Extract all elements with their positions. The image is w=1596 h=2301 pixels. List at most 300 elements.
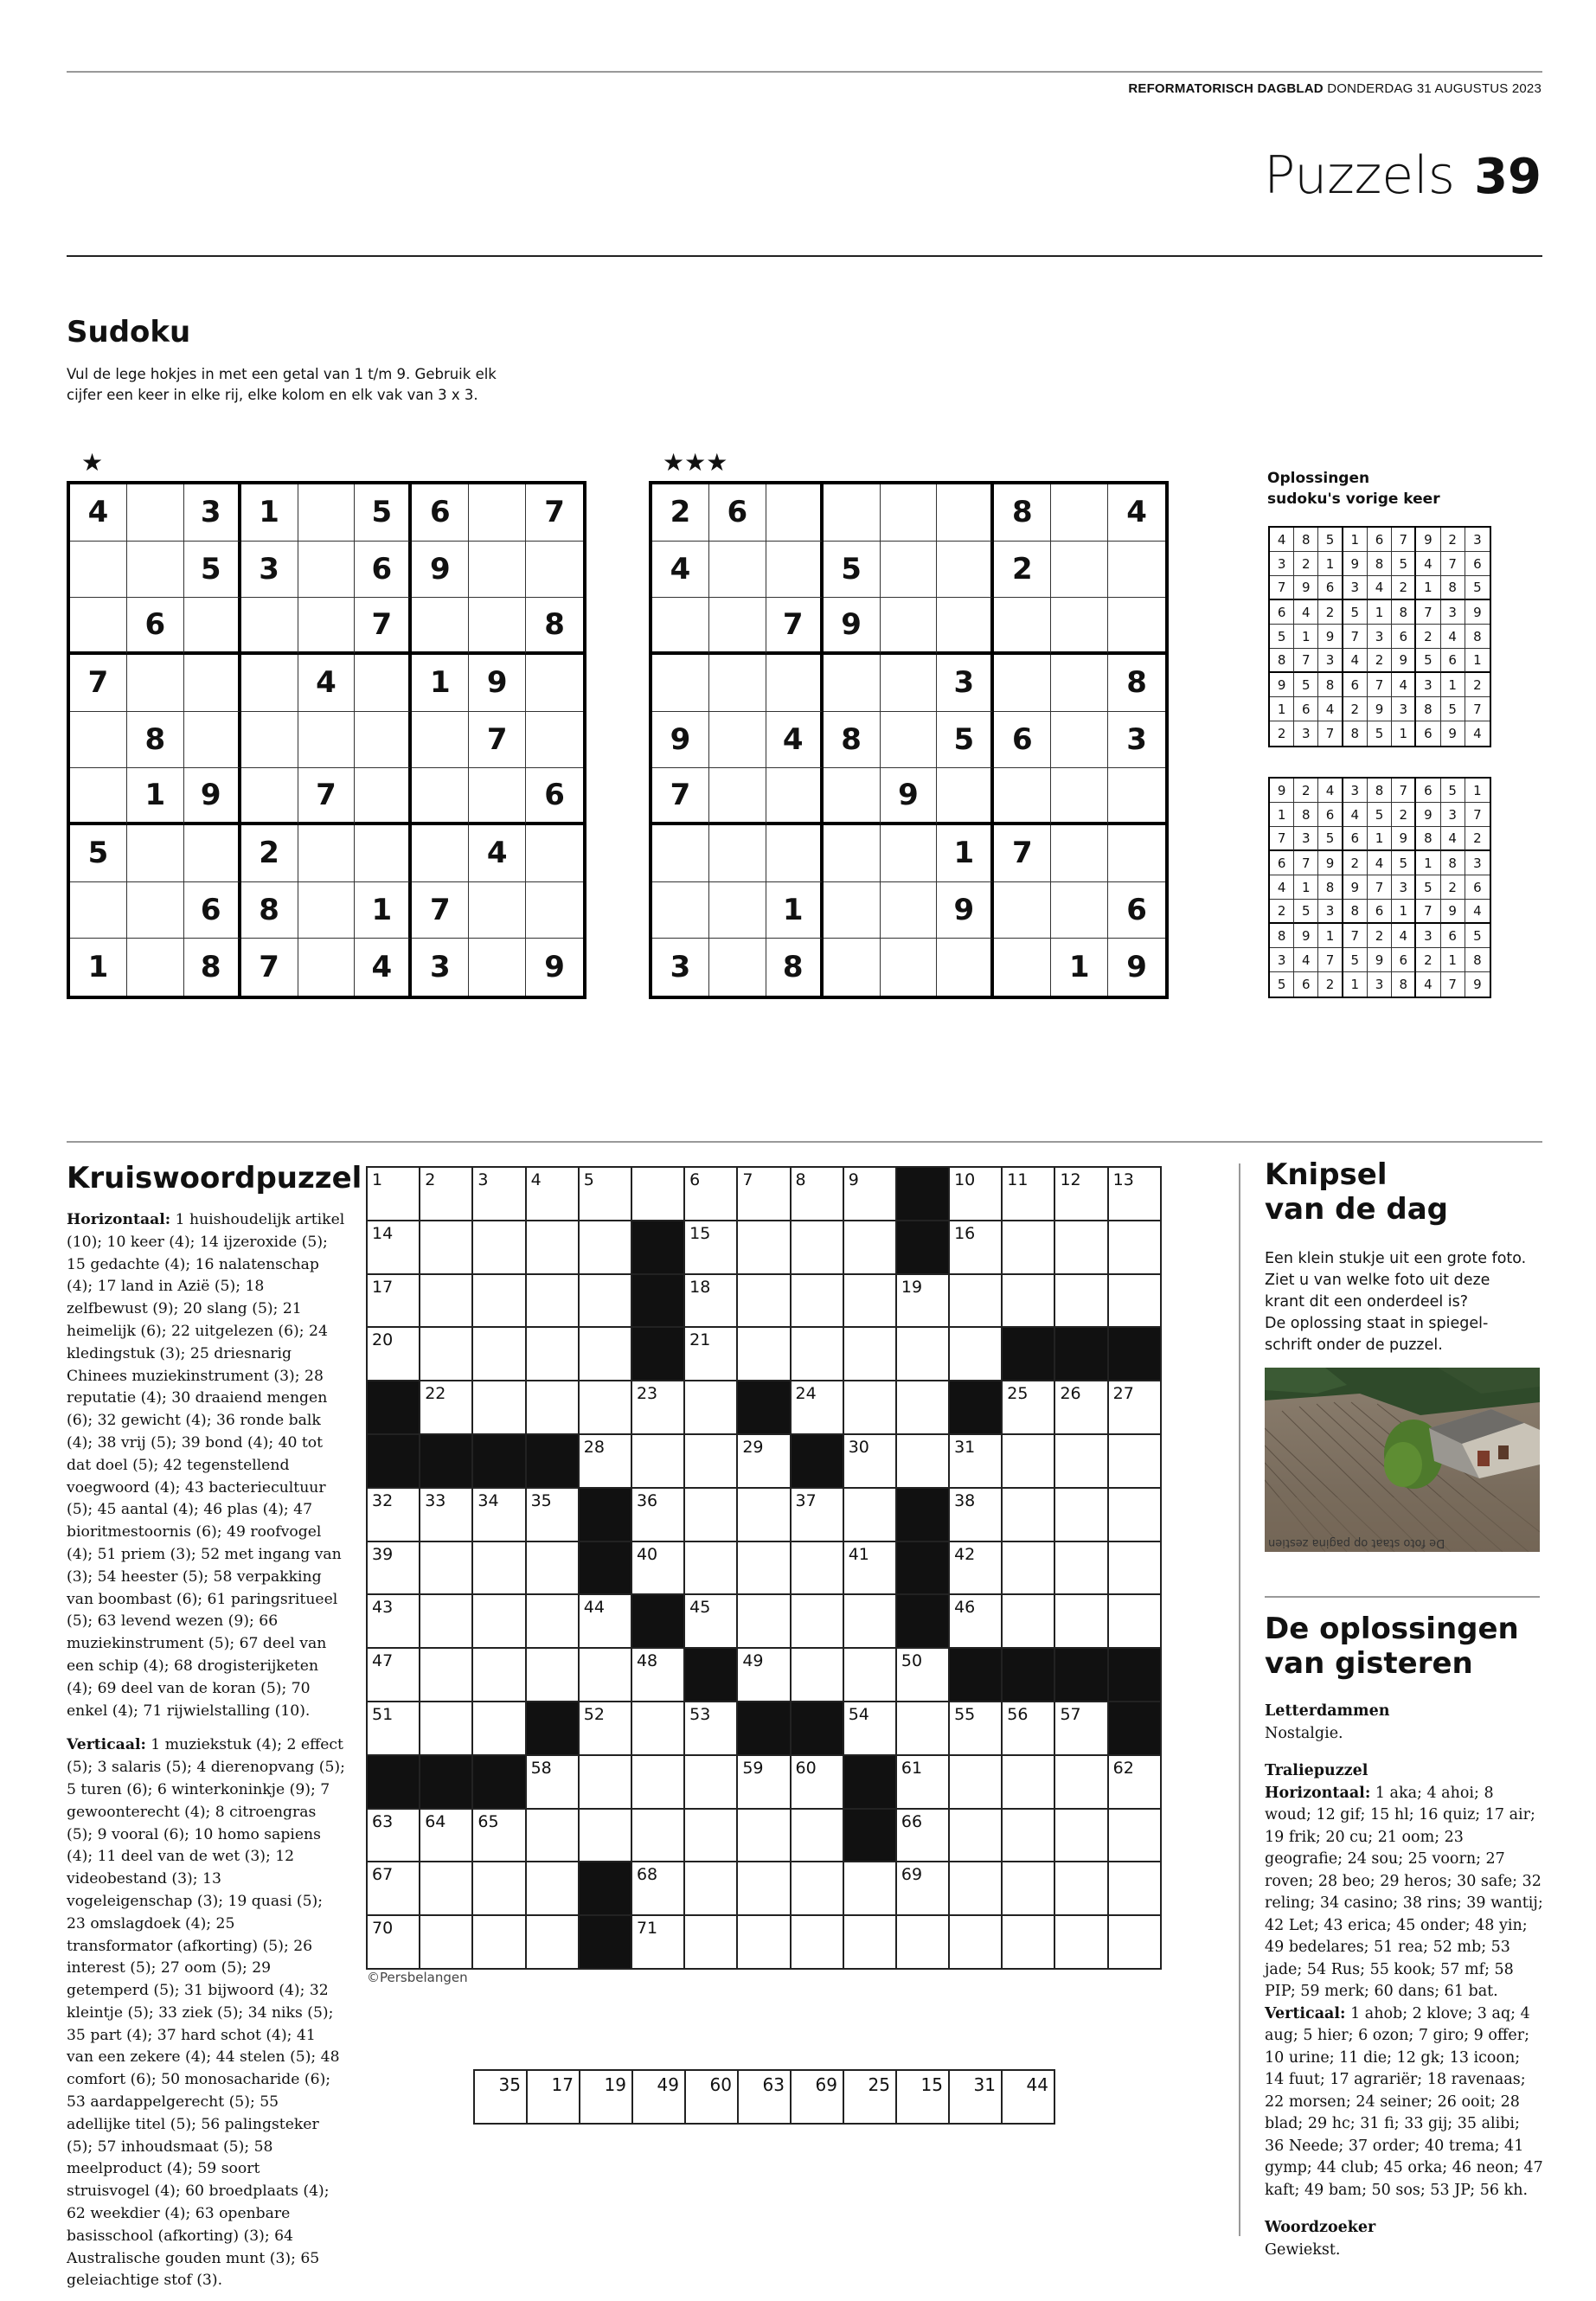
sudoku-hard-cell[interactable]: [709, 939, 766, 996]
sudoku-hard-cell[interactable]: [881, 882, 938, 939]
sudoku-hard-cell[interactable]: [824, 768, 881, 825]
crossword-cell[interactable]: [738, 1756, 791, 1810]
sudoku-hard-cell[interactable]: [1051, 484, 1108, 542]
sudoku-hard-cell[interactable]: [1051, 882, 1108, 939]
crossword-cell[interactable]: [792, 1595, 844, 1649]
crossword-clue-number: 25: [1007, 1384, 1029, 1404]
crossword-cell[interactable]: [1003, 1542, 1055, 1596]
crossword-cell[interactable]: [897, 1702, 950, 1756]
crossword-cell[interactable]: [420, 1595, 473, 1649]
crossword-cell[interactable]: [844, 1221, 897, 1275]
crossword-cell[interactable]: [738, 1810, 791, 1863]
crossword-cell[interactable]: [1055, 1381, 1108, 1435]
crossword-cell[interactable]: [1109, 1542, 1162, 1596]
crossword-cell[interactable]: [632, 1542, 685, 1596]
crossword-cell[interactable]: [368, 1542, 420, 1596]
crossword-cell[interactable]: [1003, 1381, 1055, 1435]
crossword-cell[interactable]: [685, 1810, 738, 1863]
crossword-cell[interactable]: [1055, 1595, 1108, 1649]
sudoku-hard-cell[interactable]: [1108, 825, 1165, 882]
crossword-cell[interactable]: [897, 1275, 950, 1329]
crossword-cell[interactable]: [738, 1328, 791, 1381]
sudoku-hard-cell[interactable]: [652, 598, 709, 655]
sudoku-easy-cell[interactable]: [298, 598, 356, 655]
crossword-cell[interactable]: [368, 1489, 420, 1542]
crossword-cell[interactable]: [1055, 1435, 1108, 1489]
sudoku-hard-cell[interactable]: [937, 939, 994, 996]
crossword-cell[interactable]: [1109, 1489, 1162, 1542]
sudoku-easy-cell[interactable]: [184, 598, 241, 655]
sudoku-hard-cell[interactable]: [881, 542, 938, 599]
sudoku-easy-cell[interactable]: [241, 712, 298, 769]
sudoku-hard-cell[interactable]: [709, 655, 766, 712]
crossword-cell[interactable]: [1003, 1489, 1055, 1542]
crossword-cell[interactable]: [1055, 1702, 1108, 1756]
sudoku-hard-cell[interactable]: [881, 712, 938, 769]
sudoku-hard-cell[interactable]: [881, 825, 938, 882]
crossword-cell[interactable]: [420, 1649, 473, 1702]
crossword-cell[interactable]: [1109, 1275, 1162, 1329]
crossword-cell[interactable]: [632, 1916, 685, 1970]
crossword-cell[interactable]: [1003, 1221, 1055, 1275]
crossword-cell[interactable]: [738, 1595, 791, 1649]
sudoku-easy-cell[interactable]: [526, 882, 583, 939]
sudoku-easy-cell[interactable]: [469, 484, 526, 542]
crossword-cell[interactable]: [950, 1221, 1003, 1275]
sudoku-hard-cell[interactable]: [1051, 542, 1108, 599]
answer-cell[interactable]: [739, 2071, 792, 2125]
sudoku-easy-cell[interactable]: [241, 598, 298, 655]
crossword-cell[interactable]: [420, 1916, 473, 1970]
crossword-cell[interactable]: [580, 1649, 632, 1702]
crossword-cell[interactable]: [685, 1916, 738, 1970]
crossword-cell[interactable]: [368, 1649, 420, 1702]
sudoku-easy-cell[interactable]: [355, 655, 412, 712]
crossword-cell[interactable]: [473, 1542, 526, 1596]
sudoku-hard-cell[interactable]: [766, 655, 824, 712]
crossword-cell[interactable]: [1003, 1862, 1055, 1916]
sudoku-easy-cell[interactable]: [298, 712, 356, 769]
crossword-cell[interactable]: [1055, 1916, 1108, 1970]
sudoku-easy-cell[interactable]: [127, 655, 184, 712]
crossword-cell[interactable]: [1003, 1168, 1055, 1221]
crossword-cell[interactable]: [1003, 1435, 1055, 1489]
crossword-cell[interactable]: [420, 1702, 473, 1756]
crossword-cell[interactable]: [527, 1862, 580, 1916]
crossword-cell[interactable]: [792, 1328, 844, 1381]
crossword-cell[interactable]: [792, 1221, 844, 1275]
sudoku-hard-cell[interactable]: [652, 882, 709, 939]
sudoku-easy-cell[interactable]: [526, 825, 583, 882]
crossword-cell[interactable]: [792, 1542, 844, 1596]
answer-cell[interactable]: [475, 2071, 528, 2125]
sudoku-hard-cell[interactable]: [937, 542, 994, 599]
crossword-cell[interactable]: [950, 1595, 1003, 1649]
sudoku-hard-cell[interactable]: [1108, 768, 1165, 825]
crossword-cell[interactable]: [738, 1221, 791, 1275]
sudoku-hard-cell[interactable]: [881, 484, 938, 542]
crossword-cell[interactable]: [792, 1756, 844, 1810]
answer-cell[interactable]: [528, 2071, 580, 2125]
crossword-cell[interactable]: [473, 1328, 526, 1381]
crossword-cell[interactable]: [368, 1168, 420, 1221]
answer-cell[interactable]: [1003, 2071, 1055, 2125]
crossword-cell[interactable]: [420, 1810, 473, 1863]
crossword-cell[interactable]: [420, 1542, 473, 1596]
crossword-cell[interactable]: [844, 1328, 897, 1381]
crossword-cell[interactable]: [897, 1649, 950, 1702]
crossword-cell[interactable]: [1109, 1862, 1162, 1916]
sudoku-easy-cell[interactable]: [469, 768, 526, 825]
sudoku-easy-cell[interactable]: [241, 655, 298, 712]
sudoku-hard-cell[interactable]: [994, 768, 1051, 825]
sudoku-easy-cell[interactable]: [127, 484, 184, 542]
crossword-cell[interactable]: [527, 1756, 580, 1810]
crossword-cell[interactable]: [950, 1810, 1003, 1863]
answer-cell[interactable]: [580, 2071, 633, 2125]
sudoku-hard-cell[interactable]: [1108, 598, 1165, 655]
solution-1-cell: 4: [1368, 576, 1392, 600]
crossword-cell[interactable]: [685, 1595, 738, 1649]
sudoku-easy-cell[interactable]: [127, 882, 184, 939]
sudoku-easy-cell[interactable]: [469, 598, 526, 655]
crossword-cell[interactable]: [1109, 1916, 1162, 1970]
crossword-cell[interactable]: [473, 1810, 526, 1863]
crossword-cell[interactable]: [632, 1810, 685, 1863]
crossword-cell[interactable]: [950, 1489, 1003, 1542]
crossword-cell[interactable]: [738, 1435, 791, 1489]
sudoku-easy-cell[interactable]: [355, 712, 412, 769]
crossword-cell[interactable]: [1055, 1756, 1108, 1810]
crossword-cell[interactable]: [792, 1649, 844, 1702]
crossword-cell[interactable]: [527, 1595, 580, 1649]
sudoku-hard-cell[interactable]: [709, 768, 766, 825]
crossword-cell[interactable]: [1003, 1916, 1055, 1970]
sudoku-easy-cell[interactable]: [184, 712, 241, 769]
crossword-cell[interactable]: [580, 1756, 632, 1810]
sudoku-easy-cell[interactable]: [298, 484, 356, 542]
sudoku-hard-cell[interactable]: [824, 825, 881, 882]
sudoku-easy-cell[interactable]: [70, 882, 127, 939]
sudoku-easy-cell[interactable]: [355, 825, 412, 882]
crossword-cell[interactable]: [632, 1381, 685, 1435]
crossword-cell[interactable]: [950, 1435, 1003, 1489]
crossword-cell[interactable]: [1109, 1221, 1162, 1275]
crossword-cell[interactable]: [844, 1862, 897, 1916]
crossword-cell[interactable]: [950, 1862, 1003, 1916]
crossword-cell[interactable]: [527, 1168, 580, 1221]
crossword-cell[interactable]: [792, 1275, 844, 1329]
sudoku-hard-cell[interactable]: [1108, 542, 1165, 599]
sudoku-easy-cell[interactable]: [298, 542, 356, 599]
answer-cell[interactable]: [897, 2071, 950, 2125]
crossword-cell[interactable]: [420, 1221, 473, 1275]
sudoku-hard-cell[interactable]: [652, 825, 709, 882]
crossword-cell[interactable]: [632, 1435, 685, 1489]
crossword-cell[interactable]: [685, 1756, 738, 1810]
crossword-cell[interactable]: [792, 1916, 844, 1970]
sudoku-easy-cell[interactable]: [526, 542, 583, 599]
crossword-cell[interactable]: [1109, 1381, 1162, 1435]
crossword-cell[interactable]: [950, 1702, 1003, 1756]
sudoku-hard-cell[interactable]: [994, 655, 1051, 712]
answer-cell[interactable]: [792, 2071, 844, 2125]
crossword-cell[interactable]: [473, 1862, 526, 1916]
crossword-cell[interactable]: [844, 1595, 897, 1649]
crossword-cell[interactable]: [368, 1275, 420, 1329]
crossword-cell[interactable]: [897, 1381, 950, 1435]
crossword-cell[interactable]: [527, 1649, 580, 1702]
crossword-cell[interactable]: [527, 1489, 580, 1542]
sudoku-easy-cell[interactable]: [184, 655, 241, 712]
crossword-cell[interactable]: [580, 1328, 632, 1381]
sudoku-hard-cell[interactable]: [766, 825, 824, 882]
crossword-cell[interactable]: [1003, 1702, 1055, 1756]
solution-1-cell: 8: [1465, 625, 1490, 649]
crossword-cell[interactable]: [420, 1862, 473, 1916]
crossword-cell[interactable]: [950, 1756, 1003, 1810]
crossword-cell[interactable]: [792, 1862, 844, 1916]
crossword-cell[interactable]: [527, 1810, 580, 1863]
crossword-cell[interactable]: [844, 1435, 897, 1489]
crossword-cell[interactable]: [844, 1168, 897, 1221]
crossword-cell[interactable]: [473, 1168, 526, 1221]
answer-cell[interactable]: [844, 2071, 897, 2125]
crossword-cell[interactable]: [580, 1435, 632, 1489]
sudoku-hard-cell[interactable]: [766, 768, 824, 825]
crossword-cell[interactable]: [527, 1916, 580, 1970]
sudoku-easy-cell[interactable]: [526, 712, 583, 769]
crossword-cell[interactable]: [1003, 1756, 1055, 1810]
sudoku-hard-cell[interactable]: [1051, 825, 1108, 882]
crossword-cell[interactable]: [685, 1862, 738, 1916]
crossword-cell[interactable]: [1055, 1489, 1108, 1542]
crossword-cell[interactable]: [1055, 1542, 1108, 1596]
crossword-cell[interactable]: [580, 1168, 632, 1221]
crossword-cell[interactable]: [897, 1328, 950, 1381]
sudoku-hard-cell[interactable]: [766, 484, 824, 542]
solution-2-cell: 7: [1465, 803, 1490, 827]
crossword-cell[interactable]: [1055, 1810, 1108, 1863]
crossword-cell[interactable]: [368, 1862, 420, 1916]
sudoku-easy-cell[interactable]: [526, 655, 583, 712]
sudoku-hard-cell[interactable]: [709, 542, 766, 599]
crossword-cell[interactable]: [897, 1862, 950, 1916]
crossword-cell[interactable]: [368, 1702, 420, 1756]
crossword-cell[interactable]: [1109, 1810, 1162, 1863]
crossword-cell[interactable]: [897, 1756, 950, 1810]
crossword-cell[interactable]: [420, 1328, 473, 1381]
crossword-cell[interactable]: [1003, 1595, 1055, 1649]
crossword-cell[interactable]: [580, 1221, 632, 1275]
crossword-cell[interactable]: [1109, 1435, 1162, 1489]
sudoku-easy-cell[interactable]: [184, 825, 241, 882]
sudoku-easy-cell[interactable]: [412, 712, 469, 769]
sudoku-easy-cell[interactable]: [127, 939, 184, 996]
crossword-cell[interactable]: [632, 1489, 685, 1542]
crossword-cell[interactable]: [368, 1221, 420, 1275]
crossword-cell[interactable]: [738, 1168, 791, 1221]
crossword-cell[interactable]: [473, 1649, 526, 1702]
sudoku-hard-cell[interactable]: [1051, 598, 1108, 655]
crossword-cell[interactable]: [473, 1381, 526, 1435]
sudoku-easy-cell[interactable]: [469, 939, 526, 996]
crossword-cell[interactable]: [685, 1168, 738, 1221]
answer-cell[interactable]: [633, 2071, 686, 2125]
sudoku-hard-cell[interactable]: [1051, 712, 1108, 769]
crossword-cell[interactable]: [632, 1702, 685, 1756]
sudoku-hard-cell[interactable]: [937, 598, 994, 655]
sudoku-easy-cell[interactable]: [412, 598, 469, 655]
crossword-cell[interactable]: [527, 1328, 580, 1381]
crossword-cell[interactable]: [950, 1168, 1003, 1221]
sudoku-hard-cell[interactable]: [824, 484, 881, 542]
sudoku-easy-cell[interactable]: [70, 768, 127, 825]
crossword-cell[interactable]: [950, 1916, 1003, 1970]
crossword-cell[interactable]: [792, 1381, 844, 1435]
sudoku-easy-cell[interactable]: [469, 882, 526, 939]
crossword-cell[interactable]: [1003, 1275, 1055, 1329]
sudoku-hard-cell[interactable]: [652, 655, 709, 712]
sudoku-easy-cell[interactable]: [355, 768, 412, 825]
crossword-cell[interactable]: [580, 1275, 632, 1329]
sudoku-hard-cell[interactable]: [709, 712, 766, 769]
sudoku-easy-cell[interactable]: [298, 825, 356, 882]
crossword-cell[interactable]: [897, 1916, 950, 1970]
crossword-cell[interactable]: [368, 1595, 420, 1649]
sudoku-hard-cell[interactable]: [824, 655, 881, 712]
crossword-cell[interactable]: [844, 1381, 897, 1435]
sudoku-easy-cell[interactable]: [127, 542, 184, 599]
crossword-cell[interactable]: [685, 1221, 738, 1275]
sudoku-easy-cell[interactable]: [298, 882, 356, 939]
sudoku-hard-cell[interactable]: [937, 768, 994, 825]
sudoku-hard-cell[interactable]: [824, 939, 881, 996]
crossword-cell[interactable]: [685, 1542, 738, 1596]
crossword-cell[interactable]: [844, 1916, 897, 1970]
crossword-cell[interactable]: [685, 1435, 738, 1489]
crossword-cell[interactable]: [1109, 1168, 1162, 1221]
answer-cell[interactable]: [950, 2071, 1003, 2125]
crossword-cell[interactable]: [738, 1489, 791, 1542]
crossword-cell[interactable]: [368, 1328, 420, 1381]
sudoku-hard-cell[interactable]: [824, 882, 881, 939]
sudoku-hard-cell[interactable]: [881, 939, 938, 996]
crossword-cell[interactable]: [950, 1328, 1003, 1381]
sudoku-hard-cell[interactable]: [994, 882, 1051, 939]
crossword-cell[interactable]: [897, 1810, 950, 1863]
crossword-cell[interactable]: [632, 1862, 685, 1916]
crossword-cell[interactable]: [632, 1756, 685, 1810]
crossword-cell[interactable]: [844, 1542, 897, 1596]
crossword-cell[interactable]: [632, 1168, 685, 1221]
crossword-cell[interactable]: [792, 1810, 844, 1863]
crossword-cell[interactable]: [844, 1489, 897, 1542]
crossword-cell[interactable]: [844, 1702, 897, 1756]
crossword-cell[interactable]: [368, 1810, 420, 1863]
sudoku-hard-cell[interactable]: [994, 598, 1051, 655]
sudoku-hard-cell[interactable]: [994, 939, 1051, 996]
sudoku-hard-cell[interactable]: [709, 598, 766, 655]
crossword-cell[interactable]: [738, 1275, 791, 1329]
sudoku-easy-cell[interactable]: [241, 768, 298, 825]
crossword-cell[interactable]: [844, 1649, 897, 1702]
sudoku-easy-cell[interactable]: [298, 939, 356, 996]
crossword-cell[interactable]: [473, 1489, 526, 1542]
crossword-cell[interactable]: [420, 1489, 473, 1542]
crossword-cell[interactable]: [1109, 1595, 1162, 1649]
sudoku-hard-cell[interactable]: [1051, 655, 1108, 712]
crossword-cell[interactable]: [950, 1542, 1003, 1596]
crossword-cell[interactable]: [1055, 1275, 1108, 1329]
sudoku-hard-cell[interactable]: [881, 655, 938, 712]
crossword-cell[interactable]: [738, 1542, 791, 1596]
sudoku-easy-cell[interactable]: [70, 712, 127, 769]
crossword-cell[interactable]: [632, 1649, 685, 1702]
crossword-cell[interactable]: [420, 1275, 473, 1329]
crossword-cell[interactable]: [473, 1916, 526, 1970]
crossword-cell[interactable]: [792, 1489, 844, 1542]
sudoku-hard-cell[interactable]: [766, 542, 824, 599]
crossword-cell[interactable]: [1055, 1862, 1108, 1916]
crossword-cell[interactable]: [1055, 1168, 1108, 1221]
crossword-cell[interactable]: [685, 1381, 738, 1435]
crossword-cell[interactable]: [527, 1381, 580, 1435]
crossword-cell[interactable]: [527, 1221, 580, 1275]
sudoku-hard-cell[interactable]: [709, 882, 766, 939]
crossword-cell[interactable]: [844, 1275, 897, 1329]
crossword-cell[interactable]: [685, 1702, 738, 1756]
crossword-cell[interactable]: [368, 1916, 420, 1970]
crossword-cell[interactable]: [580, 1702, 632, 1756]
sudoku-hard-cell[interactable]: [1051, 768, 1108, 825]
crossword-cell[interactable]: [580, 1810, 632, 1863]
sudoku-easy-cell[interactable]: [469, 542, 526, 599]
crossword-cell[interactable]: [580, 1381, 632, 1435]
crossword-cell[interactable]: [420, 1168, 473, 1221]
sudoku-hard-cell[interactable]: [937, 484, 994, 542]
crossword-cell[interactable]: [738, 1862, 791, 1916]
crossword-cell[interactable]: [792, 1168, 844, 1221]
crossword-cell[interactable]: [473, 1275, 526, 1329]
crossword-cell[interactable]: [738, 1649, 791, 1702]
sudoku-easy-cell[interactable]: [70, 598, 127, 655]
crossword-cell[interactable]: [527, 1542, 580, 1596]
crossword-cell[interactable]: [1109, 1756, 1162, 1810]
crossword-cell[interactable]: [473, 1702, 526, 1756]
answer-cell[interactable]: [686, 2071, 739, 2125]
crossword-cell[interactable]: [580, 1595, 632, 1649]
sudoku-easy-cell[interactable]: [412, 768, 469, 825]
crossword-cell[interactable]: [527, 1275, 580, 1329]
sudoku-hard-cell[interactable]: [709, 825, 766, 882]
crossword-cell[interactable]: [1003, 1810, 1055, 1863]
sudoku-hard-cell[interactable]: [881, 598, 938, 655]
crossword-cell[interactable]: [897, 1435, 950, 1489]
crossword-cell[interactable]: [473, 1221, 526, 1275]
sudoku-easy-cell[interactable]: [70, 542, 127, 599]
sudoku-easy-cell[interactable]: [412, 825, 469, 882]
crossword-cell[interactable]: [685, 1275, 738, 1329]
crossword-cell[interactable]: [473, 1595, 526, 1649]
crossword-cell[interactable]: [738, 1916, 791, 1970]
crossword-cell[interactable]: [420, 1381, 473, 1435]
crossword-cell[interactable]: [685, 1489, 738, 1542]
sudoku-easy-cell[interactable]: [127, 825, 184, 882]
crossword-cell[interactable]: [1055, 1221, 1108, 1275]
crossword-cell[interactable]: [950, 1275, 1003, 1329]
crossword-cell[interactable]: [685, 1328, 738, 1381]
